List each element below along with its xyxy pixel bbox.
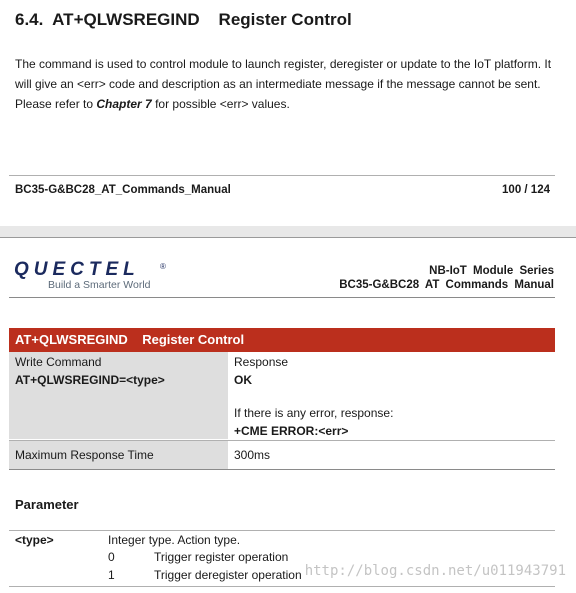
description-text-end: for possible <err> values. <box>151 97 290 111</box>
response-ok: OK <box>234 373 252 387</box>
footer-document-name: BC35-G&BC28_AT_Commands_Manual <box>15 184 231 196</box>
table-bottom-border <box>9 469 555 470</box>
section-title: 6.4. AT+QLWSREGIND Register Control <box>15 10 352 29</box>
parameter-title: Parameter <box>15 497 79 512</box>
error-code: +CME ERROR:<err> <box>234 424 349 438</box>
description-text: The command is used to control module to launch register, deregister or update to the IoT platform. It will give an <err> code and description as an intermediate message if the message cannot be sent. Please refer to <box>15 57 552 111</box>
page-break-line <box>0 237 576 238</box>
registered-mark-icon: ® <box>160 262 166 271</box>
write-command-label: Write Command <box>15 355 102 369</box>
section-description <box>15 54 555 114</box>
response-label: Response <box>234 355 289 369</box>
parameter-top-rule <box>9 530 555 531</box>
command-table-title: AT+QLWSREGIND Register Control <box>9 328 555 352</box>
logo-tagline: Build a Smarter World <box>48 279 151 291</box>
parameter-bottom-rule <box>9 586 555 587</box>
header-manual: BC35-G&BC28 AT Commands Manual <box>339 279 554 291</box>
parameter-value-code: 0 <box>108 550 115 564</box>
parameter-value-meaning: Trigger deregister operation <box>154 568 302 582</box>
parameter-description: Integer type. Action type. <box>108 533 241 547</box>
watermark: http://blog.csdn.net/u011943791 <box>304 563 566 579</box>
header-divider <box>9 297 555 298</box>
write-command-syntax: AT+QLWSREGIND=<type> <box>15 373 165 387</box>
chapter-link[interactable]: Chapter 7 <box>96 97 152 111</box>
header-series: NB-IoT Module Series <box>429 265 554 277</box>
quectel-logo: QUECTEL <box>14 259 140 280</box>
header-titles <box>339 264 554 292</box>
max-time-label: Maximum Response Time <box>15 448 154 462</box>
max-time-value: 300ms <box>234 448 271 462</box>
error-description: If there is any error, response: <box>234 406 394 420</box>
footer-divider <box>9 175 555 176</box>
parameter-value-code: 1 <box>108 568 115 582</box>
footer-page-number: 100 / 124 <box>502 184 550 196</box>
parameter-value-meaning: Trigger register operation <box>154 550 289 564</box>
parameter-name: <type> <box>15 533 54 547</box>
